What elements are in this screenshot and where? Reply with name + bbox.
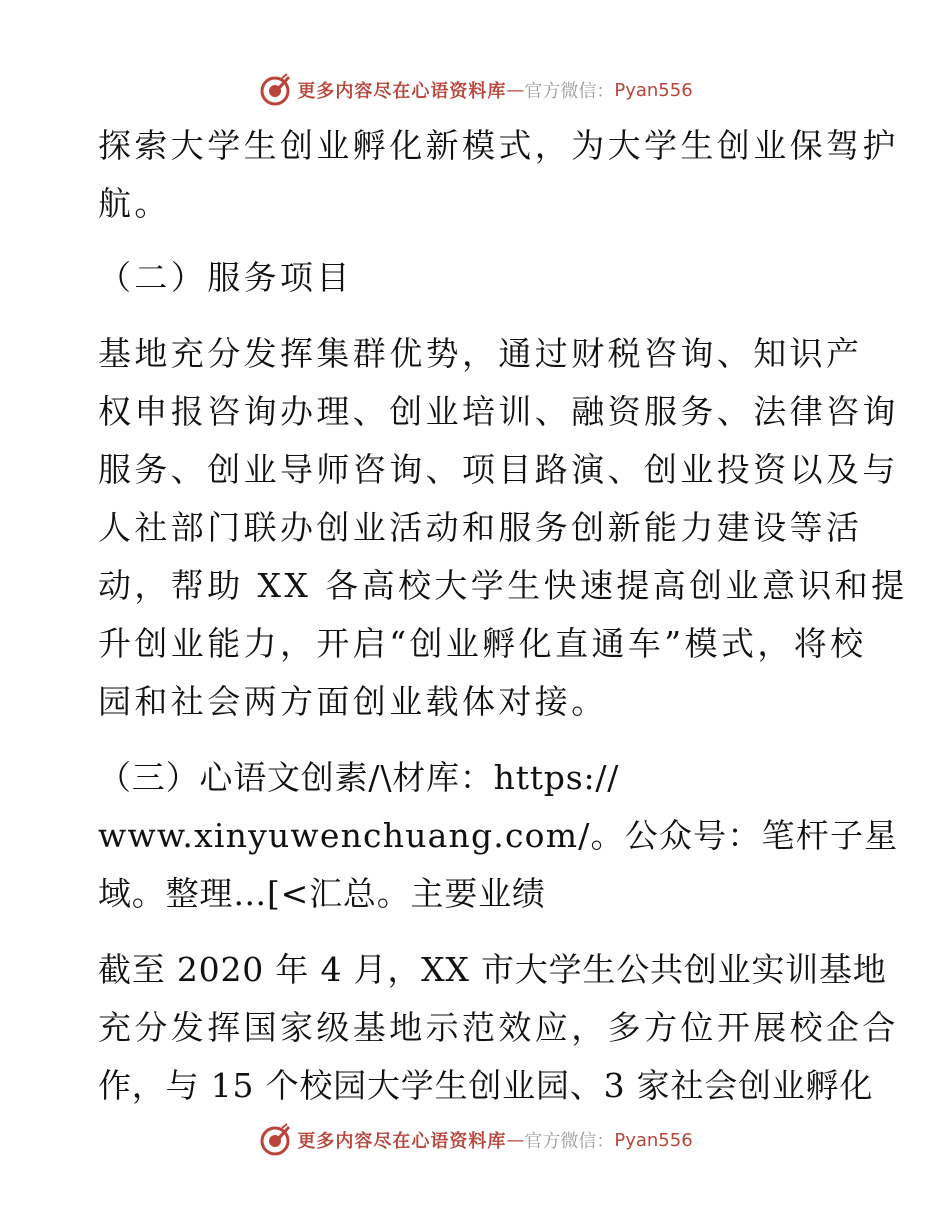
banner-wechat-id: Pyan556 bbox=[614, 1129, 693, 1151]
banner-lead-text: 更多内容尽在心语资料库 bbox=[297, 81, 507, 102]
body-line: 服务、创业导师咨询、项目路演、创业投资以及与 bbox=[98, 450, 899, 489]
body-line: 动，帮助 XX 各高校大学生快速提高创业意识和提 bbox=[98, 566, 908, 605]
banner-dash: — bbox=[506, 79, 525, 101]
body-line: 截至 2020 年 4 月，XX 市大学生公共创业实训基地 bbox=[98, 950, 887, 989]
quill-logo-icon bbox=[257, 1122, 293, 1158]
section-heading: （三）心语文创素/\材库：https:// bbox=[98, 758, 620, 797]
body-line: 作，与 15 个校园大学生创业园、3 家社会创业孵化 bbox=[98, 1066, 874, 1105]
header-watermark-banner bbox=[0, 70, 950, 110]
banner-wechat-id: Pyan556 bbox=[614, 79, 693, 101]
body-line: 域。整理…[<汇总。主要业绩 bbox=[98, 874, 546, 913]
banner-wechat-label: 官方微信： bbox=[524, 81, 615, 102]
body-line: 权申报咨询办理、创业培训、融资服务、法律咨询 bbox=[98, 392, 899, 431]
banner-dash: — bbox=[506, 1129, 525, 1151]
body-line: 基地充分发挥集群优势，通过财税咨询、知识产 bbox=[98, 334, 863, 373]
section-heading: （二）服务项目 bbox=[98, 258, 353, 297]
footer-watermark-banner bbox=[0, 1120, 950, 1160]
body-line: 园和社会两方面创业载体对接。 bbox=[98, 682, 608, 721]
body-line: 航。 bbox=[98, 184, 171, 223]
banner-wechat-label: 官方微信： bbox=[524, 1131, 615, 1152]
body-line: 人社部门联办创业活动和服务创新能力建设等活 bbox=[98, 508, 863, 547]
body-line: 充分发挥国家级基地示范效应，多方位开展校企合 bbox=[98, 1008, 899, 1047]
quill-logo-icon bbox=[257, 72, 293, 108]
body-line: 探索大学生创业孵化新模式，为大学生创业保驾护 bbox=[98, 126, 899, 165]
body-line: www.xinyuwenchuang.com/。公众号：笔杆子星 bbox=[98, 816, 899, 855]
body-line: 升创业能力，开启“创业孵化直通车”模式，将校 bbox=[98, 624, 867, 663]
banner-lead-text: 更多内容尽在心语资料库 bbox=[297, 1131, 507, 1152]
